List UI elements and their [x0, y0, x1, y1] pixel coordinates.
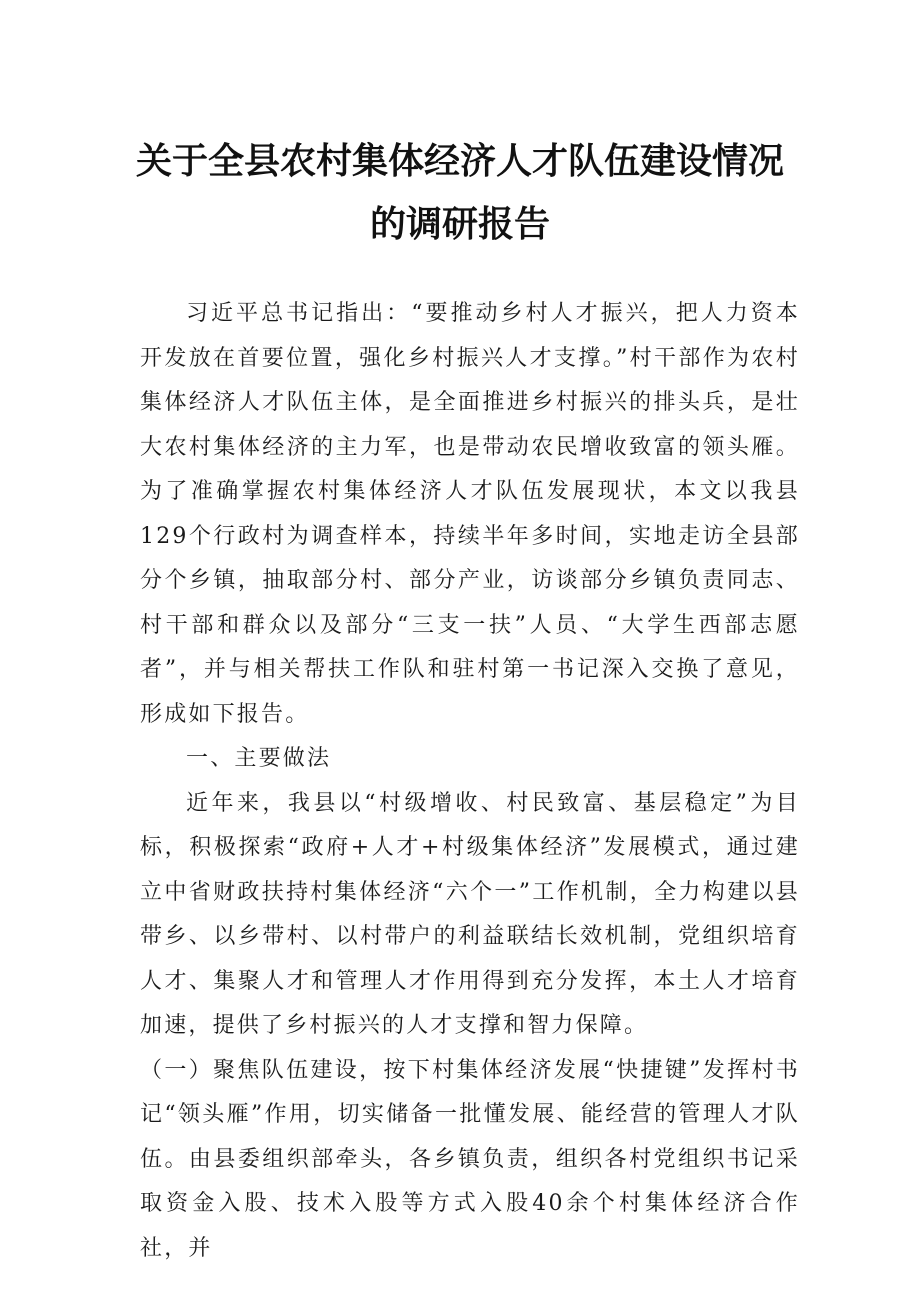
document-title-line-2: 的调研报告: [369, 204, 550, 245]
section-paragraph: 近年来，我县以“村级增收、村民致富、基层稳定”为目标，积极探索“政府+人才+村级集体经济”发展模式，通过建立中省财政扶持村集体经济“六个一”工作机制，全力构建以县带乡、以乡带村、以村带户的利益联结长效机制，党组织培育人才、集聚人才和管理人才作用得到充分发挥，本土人才培育加速，提供了乡村振兴的人才支撑和智力保障。: [140, 790, 800, 1038]
section-heading-main-practices: 一、主要做法: [186, 746, 332, 771]
document-title-line-1: 关于全县农村集体经济人才队伍建设情况: [135, 141, 784, 182]
document-body: [140, 292, 800, 1271]
subsection-paragraph: （一）聚焦队伍建设，按下村集体经济发展“快捷键”发挥村书记“领头雁”作用，切实储备一批懂发展、能经营的管理人才队伍。由县委组织部牵头，各乡镇负责，组织各村党组织书记采取资金入股、技术入股等方式入股40余个村集体经济合作社，并: [140, 1057, 800, 1261]
intro-paragraph: 习近平总书记指出：“要推动乡村人才振兴，把人力资本开发放在首要位置，强化乡村振兴人才支撑。”村干部作为农村集体经济人才队伍主体，是全面推进乡村振兴的排头兵，是壮大农村集体经济的主力军，也是带动农民增收致富的领头雁。为了准确掌握农村集体经济人才队伍发展现状，本文以我县129个行政村为调查样本，持续半年多时间，实地走访全县部分个乡镇，抽取部分村、部分产业，访谈部分乡镇负责同志、村干部和群众以及部分“三支一扶”人员、“大学生西部志愿者”，并与相关帮扶工作队和驻村第一书记深入交换了意见，形成如下报告。: [140, 301, 800, 727]
